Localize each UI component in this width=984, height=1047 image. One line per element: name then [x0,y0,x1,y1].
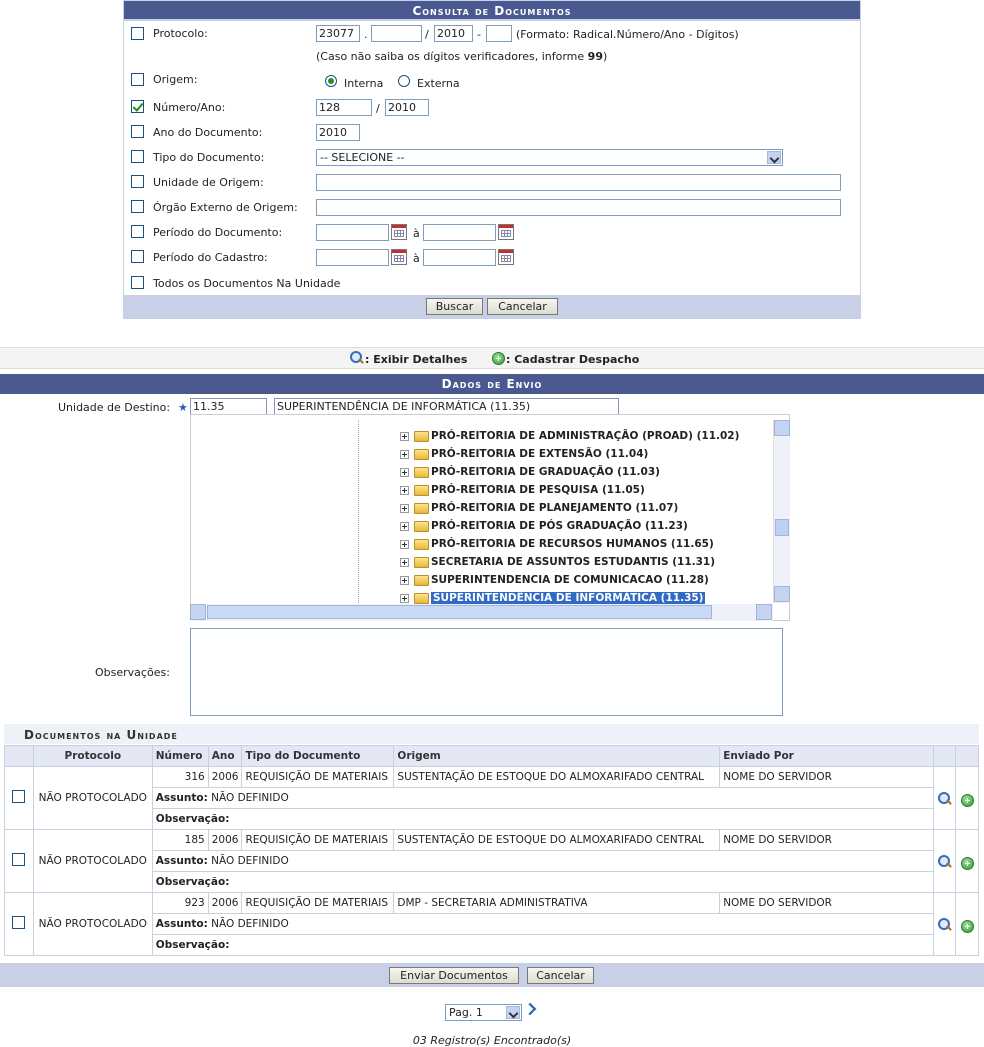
cancelar-envio-button[interactable]: Cancelar [527,967,594,984]
observacao-label: Observação: [155,876,230,888]
protocolo-checkbox[interactable] [131,27,144,40]
detalhes-cell [933,830,956,893]
assunto-label: Assunto: [155,792,208,804]
expand-icon[interactable] [400,504,409,513]
protocolo-dot: . [364,28,368,41]
orgao-externo-input[interactable] [316,199,841,216]
row-checkbox[interactable] [12,853,25,866]
folder-icon [414,557,429,568]
periodo-documento-fim-input[interactable] [423,224,496,241]
despacho-cell [956,830,979,893]
row-checkbox[interactable] [12,790,25,803]
todos-label: Todos os Documentos Na Unidade [153,277,341,290]
registros-count: 03 Registro(s) Encontrado(s) [412,1034,572,1047]
unidade-origem-input[interactable] [316,174,841,191]
protocolo-dash: - [477,28,481,41]
enviado-cell: NOME DO SERVIDOR [720,893,933,914]
expand-icon[interactable] [400,558,409,567]
origem-externa-radio[interactable] [398,75,410,87]
calendar-icon[interactable] [498,249,514,265]
observacoes-label: Observações: [95,666,170,679]
expand-icon[interactable] [400,522,409,531]
scroll-right-icon[interactable] [756,604,772,620]
observacao-cell [152,809,933,830]
protocolo-radical-input[interactable]: 23077 [316,25,360,42]
scroll-left-icon[interactable] [190,604,206,620]
add-circle-icon[interactable] [961,857,974,870]
assunto-label: Assunto: [155,855,208,867]
expand-icon[interactable] [400,450,409,459]
periodo-documento-checkbox[interactable] [131,225,144,238]
unidade-destino-codigo-input[interactable]: 11.35 [190,398,267,415]
tree-node-label: PRÓ-REITORIA DE GRADUAÇÃO (11.03) [431,466,660,478]
numero-cell: 923 [152,893,208,914]
protocolo-numero-input[interactable] [371,25,422,42]
origem-label: Origem: [153,73,198,86]
tree-node-label: PRÓ-REITORIA DE PESQUISA (11.05) [431,484,645,496]
docs-table [4,745,979,956]
numero-cell: 185 [152,830,208,851]
assunto-value: NÃO DEFINIDO [211,918,289,930]
tree-node-label: PRÓ-REITORIA DE RECURSOS HUMANOS (11.65) [431,538,714,550]
periodo-cadastro-label: Período do Cadastro: [153,251,268,264]
periodo-cadastro-a: à [413,252,420,265]
legend-despacho: : Cadastrar Despacho [506,353,640,366]
ano-cell: 2006 [208,767,242,788]
assunto-cell [152,851,933,872]
table-row [5,830,979,851]
folder-icon [414,485,429,496]
row-checkbox-cell [5,893,34,956]
numero-ano-label: Número/Ano: [153,101,226,114]
folder-icon [414,539,429,550]
protocolo-slash: / [425,28,429,41]
add-circle-icon[interactable] [961,794,974,807]
origem-cell: SUSTENTAÇÃO DE ESTOQUE DO ALMOXARIFADO CENTRAL [394,830,720,851]
protocolo-hint: (Caso não saiba os dígitos verificadores, informe 99) [316,50,608,63]
periodo-cadastro-checkbox[interactable] [131,250,144,263]
folder-icon [414,503,429,514]
origem-externa-label: Externa [417,77,460,90]
folder-icon [414,521,429,532]
tree-clipped-row [430,414,770,420]
cancelar-consulta-button[interactable]: Cancelar [487,298,558,315]
unidade-origem-label: Unidade de Origem: [153,176,264,189]
orgao-externo-label: Órgão Externo de Origem: [153,201,298,214]
tree-vertical-scrollbar[interactable] [773,420,790,603]
folder-icon [414,467,429,478]
unidade-tree [190,414,790,621]
consulta-title: Consulta de Documentos [124,1,860,21]
unidade-origem-checkbox[interactable] [131,175,144,188]
despacho-cell [956,767,979,830]
folder-icon [414,593,429,604]
table-row [5,767,979,788]
assunto-value: NÃO DEFINIDO [211,792,289,804]
table-row [5,893,979,914]
ano-cell: 2006 [208,830,242,851]
enviado-cell: NOME DO SERVIDOR [720,830,933,851]
unidade-destino-label: Unidade de Destino: [58,401,171,414]
tipo-cell: REQUISIÇÃO DE MATERIAIS [242,767,394,788]
origem-interna-radio[interactable] [325,75,337,87]
chevron-down-icon [506,1006,520,1019]
col-detalhes [933,746,956,767]
calendar-icon[interactable] [391,224,407,240]
folder-icon [414,431,429,442]
page-select[interactable] [445,1004,522,1021]
origem-cell: DMP - SECRETARIA ADMINISTRATIVA [394,893,720,914]
ano-documento-checkbox[interactable] [131,125,144,138]
next-page-icon[interactable] [524,1003,537,1016]
buscar-button[interactable]: Buscar [426,298,483,315]
add-circle-icon [492,352,505,365]
col-origem: Origem [394,746,720,767]
tree-node-label: PRÓ-REITORIA DE PÓS GRADUAÇÃO (11.23) [431,520,688,532]
protocolo-cell: NÃO PROTOCOLADO [33,767,152,830]
assunto-label: Assunto: [155,918,208,930]
observacao-label: Observação: [155,939,230,951]
observacao-label: Observação: [155,813,230,825]
add-circle-icon[interactable] [961,920,974,933]
tipo-cell: REQUISIÇÃO DE MATERIAIS [242,893,394,914]
col-enviado: Enviado Por [720,746,933,767]
detalhes-cell [933,767,956,830]
scroll-up-icon[interactable] [774,420,790,436]
ano-cell: 2006 [208,893,242,914]
origem-interna-label: Interna [344,77,384,90]
ano-input[interactable]: 2010 [385,99,429,116]
tree-node-label: SECRETARIA DE ASSUNTOS ESTUDANTIS (11.31) [431,556,716,568]
expand-icon[interactable] [400,432,409,441]
magnifier-icon [350,351,363,364]
col-despacho [956,746,979,767]
ano-documento-label: Ano do Documento: [153,126,263,139]
tipo-documento-value: -- SELECIONE -- [320,151,405,164]
required-star-icon: ★ [178,401,188,414]
col-ano: Ano [208,746,242,767]
folder-icon [414,449,429,460]
row-checkbox-cell [5,830,34,893]
assunto-cell [152,914,933,935]
protocolo-cell: NÃO PROTOCOLADO [33,830,152,893]
calendar-icon[interactable] [498,224,514,240]
observacao-cell [152,935,933,956]
observacao-cell [152,872,933,893]
col-protocolo: Protocolo [33,746,152,767]
numero-ano-slash: / [376,102,380,115]
magnifier-icon[interactable] [938,855,951,868]
expand-icon[interactable] [400,468,409,477]
tree-node-label: SUPERINTENDENCIA DE COMUNICACAO (11.28) [431,574,709,586]
observacoes-textarea[interactable] [190,628,783,716]
periodo-documento-inicio-input[interactable] [316,224,389,241]
row-checkbox-cell [5,767,34,830]
tree-node-label: SUPERINTENDÊNCIA DE INFORMÁTICA (11.35) [433,592,704,604]
expand-icon[interactable] [400,576,409,585]
assunto-cell [152,788,933,809]
numero-cell: 316 [152,767,208,788]
tipo-documento-select[interactable] [316,149,783,166]
expand-icon[interactable] [400,486,409,495]
page-value: Pag. 1 [449,1006,483,1019]
despacho-cell [956,893,979,956]
scroll-down-icon[interactable] [774,586,790,602]
ano-documento-input[interactable]: 2010 [316,124,360,141]
hscroll-thumb[interactable] [207,605,712,619]
dados-title: Dados de Envio [0,374,984,394]
scroll-thumb[interactable] [775,519,789,536]
periodo-cadastro-fim-input[interactable] [423,249,496,266]
tipo-cell: REQUISIÇÃO DE MATERIAIS [242,830,394,851]
protocolo-ano-input[interactable]: 2010 [434,25,473,42]
col-tipo: Tipo do Documento [242,746,394,767]
col-numero: Número [152,746,208,767]
protocolo-digitos-input[interactable] [486,25,512,42]
periodo-documento-a: à [413,227,420,240]
protocolo-cell: NÃO PROTOCOLADO [33,893,152,956]
numero-input[interactable]: 128 [316,99,372,116]
tree-node-label: PRÓ-REITORIA DE ADMINISTRAÇÃO (PROAD) (11.02) [431,430,740,442]
tree-horizontal-scrollbar[interactable] [190,604,773,621]
periodo-cadastro-inicio-input[interactable] [316,249,389,266]
enviar-documentos-button[interactable]: Enviar Documentos [389,967,519,984]
folder-icon [414,575,429,586]
tree-node-label: PRÓ-REITORIA DE PLANEJAMENTO (11.07) [431,502,679,514]
expand-icon[interactable] [400,594,409,603]
detalhes-cell [933,893,956,956]
orgao-externo-checkbox[interactable] [131,200,144,213]
assunto-value: NÃO DEFINIDO [211,855,289,867]
todos-checkbox[interactable] [131,276,144,289]
magnifier-icon[interactable] [938,918,951,931]
unidade-destino-nome-input[interactable]: SUPERINTENDÊNCIA DE INFORMÁTICA (11.35) [274,398,619,415]
numero-ano-checkbox[interactable] [131,100,144,113]
protocolo-label: Protocolo: [153,27,208,40]
tree-node-label: PRÓ-REITORIA DE EXTENSÃO (11.04) [431,448,649,460]
protocolo-formato: (Formato: Radical.Número/Ano - Dígitos) [516,28,739,41]
col-check [5,746,34,767]
tipo-documento-label: Tipo do Documento: [153,151,265,164]
calendar-icon[interactable] [391,249,407,265]
enviado-cell: NOME DO SERVIDOR [720,767,933,788]
legend-detalhes: : Exibir Detalhes [365,353,468,366]
docs-title: Documentos na Unidade [24,728,178,742]
tree-guide-line [358,420,359,603]
tipo-documento-checkbox[interactable] [131,150,144,163]
periodo-documento-label: Período do Documento: [153,226,283,239]
expand-icon[interactable] [400,540,409,549]
magnifier-icon[interactable] [938,792,951,805]
row-checkbox[interactable] [12,916,25,929]
chevron-down-icon [767,151,781,164]
origem-checkbox[interactable] [131,73,144,86]
origem-cell: SUSTENTAÇÃO DE ESTOQUE DO ALMOXARIFADO CENTRAL [394,767,720,788]
